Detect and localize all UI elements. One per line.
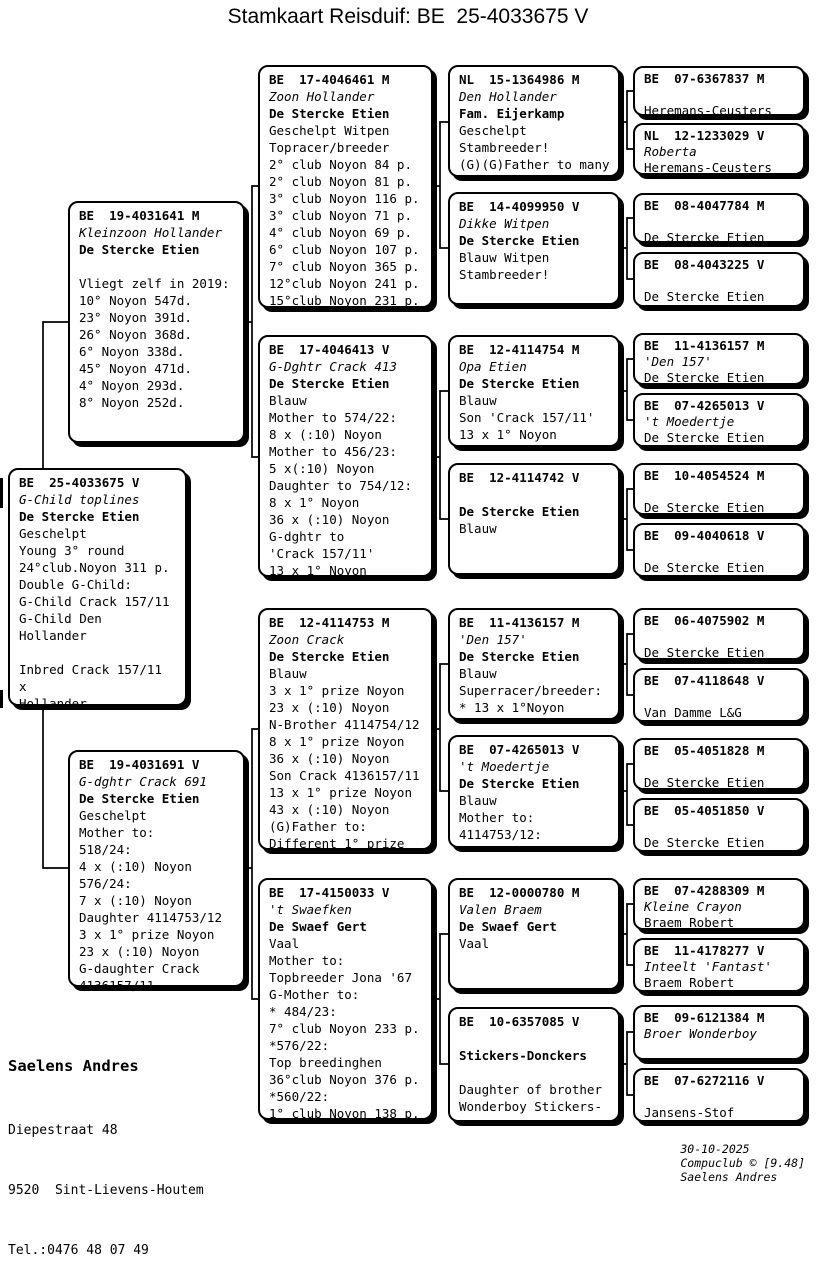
detail-line: (G)Father to: bbox=[269, 819, 367, 834]
detail-lines bbox=[459, 392, 612, 443]
detail-lines bbox=[79, 807, 237, 994]
connector-line bbox=[620, 634, 633, 695]
ring-number: BE 17-4046461 M bbox=[269, 72, 390, 87]
owner-name: De Stercke Etien bbox=[459, 504, 580, 519]
owner-name: De Stercke Etien bbox=[459, 376, 580, 391]
owner-name: De Stercke Etien bbox=[644, 370, 765, 385]
detail-line: Young 3° round bbox=[19, 543, 125, 558]
grandparent-box-3 bbox=[258, 608, 433, 850]
detail-lines bbox=[459, 792, 612, 843]
bird-name bbox=[644, 214, 797, 230]
bird-name bbox=[644, 544, 797, 560]
great-grandparent-box-2 bbox=[448, 192, 620, 305]
ring-number: BE 19-4031691 V bbox=[79, 757, 200, 772]
breeder-address-line: Diepestraat 48 bbox=[8, 1123, 118, 1138]
detail-line: Daughter of brother bbox=[459, 1082, 602, 1097]
owner-name: De Stercke Etien bbox=[269, 649, 390, 664]
bird-name: 't Moedertje bbox=[644, 414, 735, 429]
ring-number: BE 17-4046413 V bbox=[269, 342, 390, 357]
owner-name: De Stercke Etien bbox=[644, 500, 765, 515]
ring-number: BE 11-4136157 M bbox=[644, 338, 765, 353]
detail-lines bbox=[459, 1064, 612, 1115]
detail-line: Daughter 4114753/12 bbox=[79, 910, 222, 925]
bird-name bbox=[644, 629, 797, 645]
detail-line: 23° Noyon 391d. bbox=[79, 310, 192, 325]
breeder-info bbox=[8, 1016, 204, 1281]
detail-line: Topbreeder Jona '67 bbox=[269, 970, 412, 985]
detail-line: 8° Noyon 252d. bbox=[79, 395, 185, 410]
detail-line: Blauw bbox=[269, 393, 307, 408]
gg-grandparent-box-13 bbox=[633, 878, 805, 930]
gg-grandparent-box-2 bbox=[633, 123, 805, 175]
detail-lines bbox=[269, 392, 425, 579]
detail-line: Geschelpt bbox=[79, 808, 147, 823]
detail-line: Daughter to 754/12: bbox=[269, 478, 412, 493]
owner-name: De Stercke Etien bbox=[644, 645, 765, 660]
detail-line: (G)(G)Father to many bbox=[459, 157, 610, 172]
ring-number: BE 07-4118648 V bbox=[644, 673, 765, 688]
detail-line: 8 x 1° prize Noyon bbox=[269, 734, 405, 749]
detail-line: Mother to: bbox=[269, 953, 345, 968]
detail-line: 3° club Noyon 71 p. bbox=[269, 208, 412, 223]
detail-lines bbox=[459, 935, 612, 952]
bird-name: 'Den 157' bbox=[459, 632, 527, 647]
detail-line: G-dghtr to bbox=[269, 529, 345, 544]
detail-line: Stambreeder! bbox=[459, 140, 550, 155]
detail-line bbox=[19, 644, 179, 661]
parent-box-dam bbox=[68, 750, 245, 993]
ring-number: BE 05-4051850 V bbox=[644, 803, 765, 818]
detail-line: 13 x 1° prize Noyon bbox=[269, 785, 412, 800]
great-grandparent-box-7 bbox=[448, 878, 620, 990]
detail-line: Geschelpt Witpen bbox=[269, 123, 390, 138]
footer bbox=[652, 1128, 805, 1184]
owner-name: Heremans-Ceusters bbox=[644, 160, 772, 175]
detail-line: 26° Noyon 368d. bbox=[79, 327, 192, 342]
bird-name: 't Moedertje bbox=[459, 759, 550, 774]
detail-line: 2° club Noyon 81 p. bbox=[269, 174, 412, 189]
connector-line bbox=[620, 764, 633, 825]
gg-grandparent-box-4 bbox=[633, 252, 805, 307]
subject-box bbox=[8, 468, 187, 711]
detail-line: G-Child Crack 157/11 bbox=[19, 594, 170, 609]
ring-number: BE 10-6357085 V bbox=[459, 1014, 580, 1029]
owner-name bbox=[644, 1042, 797, 1058]
detail-line: Hollander bbox=[19, 628, 87, 643]
bird-name: 't Swaefken bbox=[269, 902, 352, 917]
ring-number: BE 11-4136157 M bbox=[459, 615, 580, 630]
detail-line: Double G-Child: bbox=[19, 577, 132, 592]
detail-line: Geschelpt bbox=[19, 526, 87, 541]
detail-line: Top breedinghen bbox=[269, 1055, 382, 1070]
detail-line: G-Mother to: bbox=[269, 987, 360, 1002]
detail-line: 4° club Noyon 69 p. bbox=[269, 225, 412, 240]
detail-line: Topracer/breeder bbox=[269, 140, 390, 155]
great-grandparent-box-3 bbox=[448, 335, 620, 447]
detail-line bbox=[459, 1064, 612, 1081]
connector-line bbox=[620, 904, 633, 965]
detail-line: 4° Noyon 293d. bbox=[79, 378, 185, 393]
owner-name: De Swaef Gert bbox=[269, 919, 367, 934]
gg-grandparent-box-1 bbox=[633, 66, 805, 116]
bird-name: Inteelt 'Fantast' bbox=[644, 959, 772, 974]
detail-line: Mother to: bbox=[79, 825, 155, 840]
bird-name: Opa Etien bbox=[459, 359, 527, 374]
ring-number: BE 10-4054524 M bbox=[644, 468, 765, 483]
great-grandparent-box-5 bbox=[448, 608, 620, 720]
detail-line: 24°club.Noyon 311 p. bbox=[19, 560, 170, 575]
detail-line: Blauw bbox=[459, 793, 497, 808]
bird-name bbox=[644, 759, 797, 775]
parent-box-sire bbox=[68, 201, 245, 443]
connector-line bbox=[433, 934, 448, 1064]
detail-line: 1° club Noyon 138 p. bbox=[269, 1106, 420, 1121]
detail-line: Vaal bbox=[459, 936, 490, 951]
gg-grandparent-box-5 bbox=[633, 333, 805, 385]
detail-line: 36 x (:10) Noyon bbox=[269, 751, 390, 766]
ring-number: BE 12-4114742 V bbox=[459, 470, 580, 485]
owner-name: De Stercke Etien bbox=[269, 376, 390, 391]
detail-line: *560/22: bbox=[269, 1089, 330, 1104]
detail-lines bbox=[459, 520, 612, 537]
bird-name bbox=[644, 819, 797, 835]
detail-line: 7 x (:10) Noyon bbox=[79, 893, 192, 908]
connector-line bbox=[620, 1032, 633, 1095]
owner-name: De Stercke Etien bbox=[644, 775, 765, 790]
connector-line bbox=[620, 489, 633, 550]
owner-name: Heremans-Ceusters bbox=[644, 103, 772, 118]
bird-name: Valen Braem bbox=[459, 902, 542, 917]
bird-name: Zoon Crack bbox=[269, 632, 345, 647]
footer-program: Compuclub © [9.48] bbox=[680, 1156, 805, 1170]
bird-name bbox=[644, 87, 797, 103]
detail-line: Stambreeder! bbox=[459, 267, 550, 282]
bird-name: Kleinzoon Hollander bbox=[79, 225, 222, 240]
detail-line: 3° club Noyon 116 p. bbox=[269, 191, 420, 206]
detail-line: 23 x (:10) Noyon bbox=[79, 944, 200, 959]
detail-line: 4114753/12: bbox=[459, 827, 542, 842]
owner-name: De Stercke Etien bbox=[644, 430, 765, 445]
page-title: Stamkaart Reisduif: BE 25-4033675 V bbox=[227, 5, 589, 28]
bird-name bbox=[459, 486, 612, 503]
detail-line: * 13 x 1°Noyon bbox=[459, 700, 565, 715]
great-grandparent-box-6 bbox=[448, 735, 620, 848]
owner-name: Braem Robert bbox=[644, 915, 735, 930]
detail-line: Vaal bbox=[269, 936, 300, 951]
detail-line: Son 'Crack 157/11' bbox=[459, 410, 595, 425]
bird-name: Broer Wonderboy bbox=[644, 1026, 757, 1041]
detail-line: Mother to 574/22: bbox=[269, 410, 397, 425]
owner-name: De Stercke Etien bbox=[19, 509, 140, 524]
detail-line: Blauw bbox=[459, 393, 497, 408]
detail-line: 6° Noyon 338d. bbox=[79, 344, 185, 359]
fold-mark bbox=[0, 690, 3, 708]
detail-lines bbox=[459, 122, 612, 173]
connector-line bbox=[43, 322, 70, 468]
detail-line: 3 x 1° prize Noyon bbox=[79, 927, 215, 942]
bird-name bbox=[644, 484, 797, 500]
gg-grandparent-box-16 bbox=[633, 1068, 805, 1122]
connector-line bbox=[245, 186, 258, 457]
ring-number: BE 07-6367837 M bbox=[644, 71, 765, 86]
ring-number: BE 07-4265013 V bbox=[644, 398, 765, 413]
owner-name: De Stercke Etien bbox=[459, 649, 580, 664]
gg-grandparent-box-3 bbox=[633, 193, 805, 243]
owner-name: Stickers-Donckers bbox=[459, 1048, 587, 1063]
ring-number: NL 15-1364986 M bbox=[459, 72, 580, 87]
detail-line: Mother to: bbox=[459, 810, 535, 825]
detail-lines bbox=[269, 665, 425, 852]
gg-grandparent-box-7 bbox=[633, 463, 805, 515]
footer-author: Saelens Andres bbox=[680, 1170, 778, 1184]
detail-line: 36°club Noyon 376 p. bbox=[269, 1072, 420, 1087]
detail-line: 5 x(:10) Noyon bbox=[269, 461, 375, 476]
gg-grandparent-box-14 bbox=[633, 938, 805, 992]
owner-name: De Swaef Gert bbox=[459, 919, 557, 934]
detail-line: 43 x (:10) Noyon bbox=[269, 802, 390, 817]
detail-line: Wonderboy Stickers- bbox=[459, 1099, 602, 1114]
ring-number: BE 09-4040618 V bbox=[644, 528, 765, 543]
detail-line: 15°club Noyon 231 p. bbox=[269, 293, 420, 308]
detail-line: N-Brother 4114754/12 bbox=[269, 717, 420, 732]
detail-line: 8 x (:10) Noyon bbox=[269, 427, 382, 442]
detail-line: 3 x 1° prize Noyon bbox=[269, 683, 405, 698]
detail-line: Son Crack 4136157/11 bbox=[269, 768, 420, 783]
detail-line: Blauw Witpen bbox=[459, 250, 550, 265]
detail-line: Blauw bbox=[459, 521, 497, 536]
detail-line: 45° Noyon 471d. bbox=[79, 361, 192, 376]
connector-line bbox=[245, 729, 258, 999]
detail-line: 'Crack 157/11' bbox=[269, 546, 375, 561]
gg-grandparent-box-9 bbox=[633, 608, 805, 660]
owner-name: De Stercke Etien bbox=[644, 289, 765, 304]
bird-name bbox=[644, 273, 797, 289]
breeder-name: Saelens Andres bbox=[8, 1057, 139, 1075]
great-grandparent-box-4 bbox=[448, 463, 620, 575]
owner-name: Van Damme L&G bbox=[644, 705, 742, 720]
detail-line: * 484/23: bbox=[269, 1004, 337, 1019]
detail-lines bbox=[79, 258, 237, 411]
connector-line bbox=[620, 91, 633, 149]
ring-number: BE 17-4150033 V bbox=[269, 885, 390, 900]
great-grandparent-box-8 bbox=[448, 1007, 620, 1122]
detail-line: 6° club Noyon 107 p. bbox=[269, 242, 420, 257]
ring-number: BE 12-0000780 M bbox=[459, 885, 580, 900]
detail-line: 36 x (:10) Noyon bbox=[269, 512, 390, 527]
owner-name: De Stercke Etien bbox=[644, 560, 765, 575]
owner-name: De Stercke Etien bbox=[269, 106, 390, 121]
ring-number: BE 07-6272116 V bbox=[644, 1073, 765, 1088]
detail-line: Different 1° prize bbox=[269, 836, 405, 851]
ring-number: BE 12-4114754 M bbox=[459, 342, 580, 357]
ring-number: BE 09-6121384 M bbox=[644, 1010, 765, 1025]
ring-number: NL 12-1233029 V bbox=[644, 128, 765, 143]
detail-line: 4136157/11 bbox=[79, 978, 155, 993]
ring-number: BE 08-4047784 M bbox=[644, 198, 765, 213]
ring-number: BE 06-4075902 M bbox=[644, 613, 765, 628]
ring-number: BE 19-4031641 M bbox=[79, 208, 200, 223]
bird-name bbox=[644, 1089, 797, 1105]
detail-line: 10° Noyon 547d. bbox=[79, 293, 192, 308]
ring-number: BE 12-4114753 M bbox=[269, 615, 390, 630]
gg-grandparent-box-12 bbox=[633, 798, 805, 852]
owner-name: De Stercke Etien bbox=[79, 791, 200, 806]
ring-number: BE 11-4178277 V bbox=[644, 943, 765, 958]
bird-name bbox=[459, 1030, 612, 1047]
gg-grandparent-box-15 bbox=[633, 1005, 805, 1060]
breeder-address-line: 9520 Sint-Lievens-Houtem bbox=[8, 1183, 204, 1198]
detail-line: Blauw bbox=[269, 666, 307, 681]
detail-line: *576/22: bbox=[269, 1038, 330, 1053]
detail-lines bbox=[269, 935, 425, 1122]
connector-line bbox=[620, 359, 633, 420]
bird-name: Zoon Hollander bbox=[269, 89, 375, 104]
grandparent-box-4 bbox=[258, 878, 433, 1120]
detail-line: 518/24: bbox=[79, 842, 132, 857]
detail-line: Hollander - bbox=[19, 696, 102, 711]
bird-name: G-Child toplines bbox=[19, 492, 140, 507]
detail-line: 2° club Noyon 84 p. bbox=[269, 157, 412, 172]
ring-number: BE 05-4051828 M bbox=[644, 743, 765, 758]
ring-number: BE 07-4265013 V bbox=[459, 742, 580, 757]
bird-name: Den Hollander bbox=[459, 89, 557, 104]
fold-mark bbox=[0, 478, 3, 508]
detail-line: Superracer/breeder: bbox=[459, 683, 602, 698]
owner-name: De Stercke Etien bbox=[644, 835, 765, 850]
detail-line: 4 x (:10) Noyon bbox=[79, 859, 192, 874]
connector-line bbox=[433, 122, 448, 248]
bird-name: 'Den 157' bbox=[644, 354, 712, 369]
connector-line bbox=[620, 218, 633, 279]
footer-date: 30-10-2025 bbox=[680, 1142, 750, 1156]
bird-name: G-dghtr Crack 691 bbox=[79, 774, 207, 789]
detail-lines bbox=[459, 665, 612, 716]
bird-name: Roberta bbox=[644, 144, 697, 159]
owner-name: De Stercke Etien bbox=[79, 242, 200, 257]
grandparent-box-2 bbox=[258, 335, 433, 577]
detail-line: G-daughter Crack bbox=[79, 961, 200, 976]
detail-lines bbox=[269, 122, 425, 309]
ring-number: BE 08-4043225 V bbox=[644, 257, 765, 272]
detail-line: Inbred Crack 157/11 bbox=[19, 662, 162, 677]
ring-number: BE 25-4033675 V bbox=[19, 475, 140, 490]
connector-line bbox=[433, 664, 448, 791]
detail-lines bbox=[19, 525, 179, 712]
owner-name: De Stercke Etien bbox=[644, 230, 765, 245]
bird-name bbox=[644, 689, 797, 705]
owner-name: Jansens-Stof bbox=[644, 1105, 735, 1120]
detail-line: 13 x 1° Noyon bbox=[269, 563, 367, 578]
detail-line: G-Child Den bbox=[19, 611, 102, 626]
detail-line: Vliegt zelf in 2019: bbox=[79, 276, 230, 291]
detail-lines bbox=[459, 249, 612, 283]
detail-line: Blauw bbox=[459, 666, 497, 681]
connector-line bbox=[43, 706, 70, 868]
connector-line bbox=[433, 391, 448, 519]
gg-grandparent-box-8 bbox=[633, 523, 805, 577]
ring-number: BE 14-4099950 V bbox=[459, 199, 580, 214]
gg-grandparent-box-11 bbox=[633, 738, 805, 790]
breeder-phone: Tel.:0476 48 07 49 bbox=[8, 1243, 149, 1258]
owner-name: De Stercke Etien bbox=[459, 776, 580, 791]
grandparent-box-1 bbox=[258, 65, 433, 308]
owner-name: Braem Robert bbox=[644, 975, 735, 990]
gg-grandparent-box-10 bbox=[633, 668, 805, 722]
owner-name: Fam. Eijerkamp bbox=[459, 106, 565, 121]
detail-line: Geschelpt bbox=[459, 123, 527, 138]
great-grandparent-box-1 bbox=[448, 65, 620, 177]
detail-line: 576/24: bbox=[79, 876, 132, 891]
detail-line: 23 x (:10) Noyon bbox=[269, 700, 390, 715]
ring-number: BE 07-4288309 M bbox=[644, 883, 765, 898]
detail-line bbox=[79, 258, 237, 275]
detail-line: 8 x 1° Noyon bbox=[269, 495, 360, 510]
detail-line: Mother to 456/23: bbox=[269, 444, 397, 459]
detail-line: x bbox=[19, 679, 27, 694]
detail-line: 13 x 1° Noyon bbox=[459, 427, 557, 442]
bird-name: Dikke Witpen bbox=[459, 216, 550, 231]
detail-line: 7° club Noyon 365 p. bbox=[269, 259, 420, 274]
gg-grandparent-box-6 bbox=[633, 393, 805, 447]
detail-line: 12°club Noyon 241 p. bbox=[269, 276, 420, 291]
bird-name: Kleine Crayon bbox=[644, 899, 742, 914]
bird-name: G-Dghtr Crack 413 bbox=[269, 359, 397, 374]
owner-name: De Stercke Etien bbox=[459, 233, 580, 248]
detail-line: 7° club Noyon 233 p. bbox=[269, 1021, 420, 1036]
